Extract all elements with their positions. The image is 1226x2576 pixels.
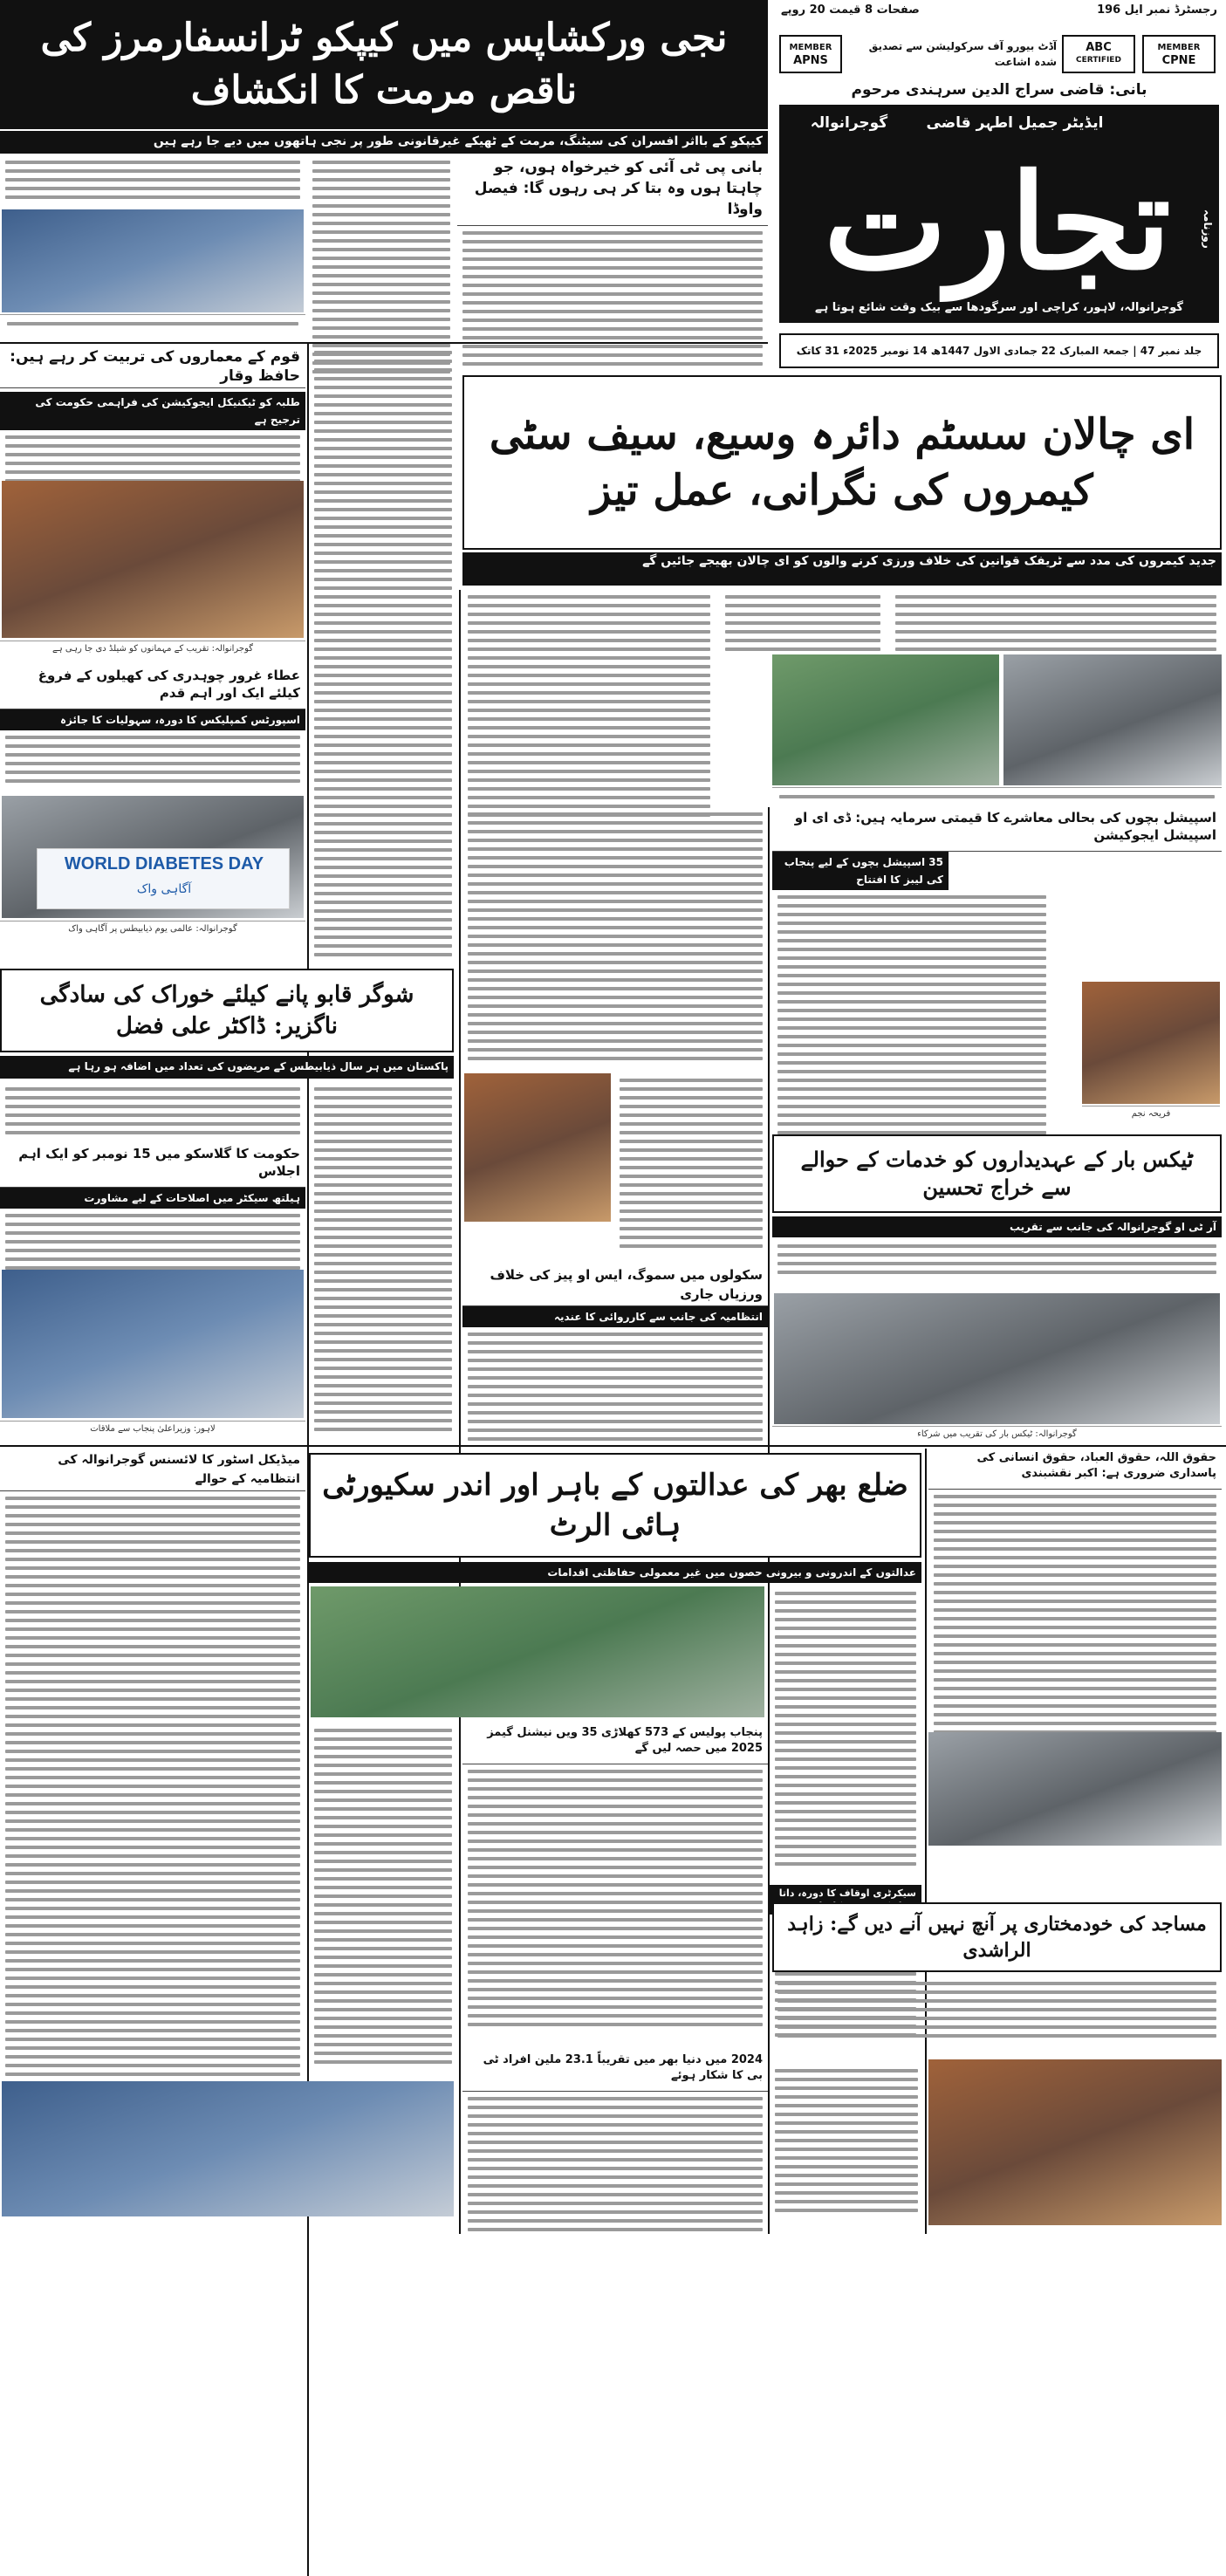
lead-photo-caption bbox=[772, 787, 1222, 803]
diabetes-text bbox=[0, 1082, 305, 1143]
divider bbox=[0, 1445, 1226, 1447]
story-subtitle: اسپورٹس کمپلیکس کا دورہ، سہولیات کا جائزہ bbox=[0, 709, 305, 730]
police-photo bbox=[311, 1586, 764, 1717]
story-text bbox=[772, 895, 1051, 1161]
diabetes-subheadline: پاکستان میں ہر سال ذیابیطس کے مریضوں کی تعداد میں اضافہ ہو رہا ہے bbox=[0, 1056, 454, 1079]
banner-subtitle: آگاہی واک bbox=[136, 882, 192, 896]
newspaper-title: تجارت bbox=[824, 146, 1171, 299]
diabetes-banner bbox=[37, 848, 290, 909]
lead-headline: ای چالان سسٹم دائرہ وسیع، سیف سٹی کیمروں کی نگرانی، عمل تیز bbox=[462, 375, 1222, 550]
portrait-caption: فریحہ نجم bbox=[1082, 1106, 1220, 1123]
center-column-stories bbox=[462, 807, 768, 1069]
conference-photo bbox=[2, 209, 304, 312]
story-special-children bbox=[772, 807, 1222, 1130]
tax-bar-caption: گوجرانوالہ: ٹیکس بار کی تقریب میں شرکاء bbox=[772, 1426, 1222, 1443]
doctor-portrait bbox=[464, 1073, 611, 1222]
caption-lines bbox=[774, 795, 1220, 798]
city-name: گوجرانوالہ bbox=[810, 114, 888, 132]
story-text bbox=[462, 1333, 768, 1441]
pti-text bbox=[457, 231, 768, 366]
center-column-stories-2 bbox=[614, 1073, 768, 1257]
story-title: میڈیکل اسٹور کا لائسنس گوجرانوالہ کی انتظامیہ کے حوالے bbox=[0, 1449, 305, 1491]
diabetes-walk-photo bbox=[2, 796, 304, 918]
officials-photo bbox=[1003, 654, 1222, 785]
story-government bbox=[0, 1143, 305, 1440]
issue-line: جلد نمبر 47 | جمعۃ المبارک 22 جمادی الاول 1447ھ 14 نومبر 2025ء 31 کاتک bbox=[779, 333, 1219, 368]
lead-text-2 bbox=[720, 590, 886, 651]
story-subtitle: طلبہ کو ٹیکنیکل ایجوکیشن کی فراہمی حکومت کی ترجیح ہے bbox=[0, 392, 305, 430]
cpne-text: CPNE bbox=[1161, 54, 1196, 67]
registration-text: رجسٹرڈ نمبر ایل 196 bbox=[1097, 3, 1217, 17]
top-middle-story bbox=[307, 155, 455, 339]
story-tb bbox=[462, 2051, 768, 2230]
walk-caption: گوجرانوالہ: عالمی یوم ذیابیطس پر آگاہی واک bbox=[0, 921, 305, 938]
award-caption: گوجرانوالہ: تقریب کے مہمانوں کو شیلڈ دی جا رہی ہے bbox=[0, 641, 305, 658]
certification-text: آڈٹ بیورو آف سرکولیشن سے تصدیق شدہ اشاعت bbox=[868, 40, 1057, 68]
abc-certified-badge bbox=[1062, 35, 1135, 73]
pti-headline: بانی پی ٹی آئی کو خیرخواہ ہوں، جو چاہتا ہوں وہ بتا کر ہی رہوں گا: فیصل واوڈا bbox=[457, 155, 768, 226]
story-text bbox=[0, 736, 305, 783]
story-police-games bbox=[462, 1723, 768, 2046]
pti-story bbox=[457, 155, 768, 339]
founder-line: بانی: قاضی سراج الدین سرہندی مرحوم bbox=[851, 81, 1147, 99]
courts-subheadline: عدالتوں کے اندرونی و بیرونی حصوں میں غیر معمولی حفاظتی اقدامات bbox=[309, 1562, 921, 1583]
story-title: سکولوں میں سموگ، ایس او پیز کی خلاف ورزیاں جاری bbox=[462, 1264, 768, 1306]
apns-text: APNS bbox=[793, 54, 828, 67]
story-subtitle: انتظامیہ کی جانب سے کارروائی کا عندیہ bbox=[462, 1306, 768, 1327]
courts-text bbox=[770, 1586, 921, 1883]
story-subtitle: ہیلتھ سیکٹر میں اصلاحات کے لیے مشاورت bbox=[0, 1188, 305, 1209]
caption-lines bbox=[2, 322, 304, 325]
tax-bar-text bbox=[772, 1239, 1222, 1291]
mosque-meeting-photo bbox=[928, 2059, 1222, 2225]
story-title: سیکرٹری اوقاف کا دورہ، داتا bbox=[770, 1885, 921, 1915]
tax-bar-photo bbox=[774, 1293, 1220, 1424]
story-text bbox=[0, 1214, 305, 1270]
abc-sub-text: CERTIFIED bbox=[1076, 56, 1121, 65]
lead-text-1 bbox=[462, 590, 716, 782]
sports-event-photo bbox=[772, 654, 999, 785]
top-subheadline: کیپکو کے بااثر افسران کی سیٹنگ، مرمت کے ٹھیکے غیرقانونی طور پر نجی ہاتھوں میں دیے جا رہے ہیں bbox=[0, 131, 768, 154]
meeting-photo bbox=[2, 1270, 304, 1418]
story-sports bbox=[0, 665, 305, 944]
conference-caption bbox=[0, 314, 305, 340]
abc-text: ABC bbox=[1086, 41, 1112, 54]
story-title: پنجاب پولیس کے 573 کھلاڑی 35 ویں نیشنل گیمز 2025 میں حصہ لیں گے bbox=[462, 1723, 768, 1764]
police-meeting-photo bbox=[2, 2081, 454, 2216]
story-title: اسپیشل بچوں کی بحالی معاشرے کا قیمتی سرمایہ ہیں: ڈی ای او اسپیشل ایجوکیشن bbox=[772, 807, 1222, 852]
price-text: صفحات 8 قیمت 20 روپے bbox=[781, 3, 920, 17]
story-title: قوم کے معماروں کی تربیت کر رہے ہیں: حافظ وقار bbox=[0, 346, 305, 388]
lower-narrow-stories bbox=[309, 1723, 457, 2072]
story-title: حکومت کا گلاسکو میں 15 نومبر کو ایک اہم اجلاس bbox=[0, 1143, 305, 1188]
tax-bar-subheadline: آر ٹی او گوجرانوالہ کی جانب سے تقریب bbox=[772, 1216, 1222, 1237]
column-divider bbox=[459, 590, 461, 2234]
story-text bbox=[0, 1497, 305, 2085]
story-text bbox=[462, 2097, 768, 2231]
story-smog bbox=[462, 1264, 768, 1442]
apns-member-text: MEMBER bbox=[789, 43, 832, 52]
story-title: حقوق اللہ، حقوق العباد، حقوق انسانی کی پاسداری ضروری ہے: اکبر نقشبندی bbox=[928, 1449, 1222, 1490]
top-left-story bbox=[0, 155, 305, 343]
award-ceremony-photo bbox=[928, 1732, 1222, 1846]
lead-text-3 bbox=[890, 590, 1222, 651]
narrow-column-stories bbox=[309, 346, 457, 965]
story-rights bbox=[928, 1449, 1222, 1728]
mosque-headline: مساجد کی خودمختاری پر آنچ نہیں آنے دیں گے: زاہد الراشدی bbox=[772, 1902, 1222, 1972]
lower-right-stories bbox=[770, 2064, 923, 2230]
courts-headline: ضلع بھر کی عدالتوں کے باہر اور اندر سکیورٹی ہائی الرٹ bbox=[309, 1453, 921, 1558]
diabetes-headline: شوگر قابو پانے کیلئے خوراک کی سادگی ناگزیر: ڈاکٹر علی فضل bbox=[0, 969, 454, 1052]
masthead-logo-box bbox=[779, 105, 1219, 323]
narrow-column-stories-2 bbox=[309, 1082, 457, 1440]
column-divider bbox=[925, 1449, 927, 2234]
story-text bbox=[462, 1770, 768, 2026]
story-teachers bbox=[0, 346, 305, 660]
editor-name: ایڈیٹر جمیل اطہر قاضی bbox=[926, 114, 1104, 132]
meeting-caption: لاہور: وزیراعلیٰ پنجاب سے ملاقات bbox=[0, 1421, 305, 1438]
daily-label: روزنامہ bbox=[1202, 209, 1214, 249]
divider bbox=[0, 342, 768, 344]
story-text bbox=[928, 1495, 1222, 1751]
editions-line: گوجرانوالہ، لاہور، کراچی اور سرگودھا سے بیک وقت شائع ہوتا ہے bbox=[815, 301, 1183, 314]
story-title: عطاء غرور چوہدری کی کھیلوں کے فروغ کیلئے ایک اور اہم قدم bbox=[0, 665, 305, 709]
top-headline: نجی ورکشاپس میں کیپکو ٹرانسفارمرز کی ناقص مرمت کا انکشاف bbox=[0, 0, 768, 129]
member-apns-badge bbox=[779, 35, 842, 73]
cpne-member-text: MEMBER bbox=[1157, 43, 1201, 52]
official-portrait bbox=[1082, 982, 1220, 1104]
award-photo bbox=[2, 481, 304, 638]
mosque-text bbox=[772, 1977, 1222, 2055]
story-text-lines bbox=[0, 161, 305, 199]
story-subtitle: 35 اسپیشل بچوں کے لیے پنجاب کی لیبز کا افتتاح bbox=[772, 852, 949, 890]
member-cpne-badge bbox=[1142, 35, 1216, 73]
tax-bar-headline: ٹیکس بار کے عہدیداروں کو خدمات کے حوالے سے خراج تحسین bbox=[772, 1134, 1222, 1213]
masthead bbox=[772, 0, 1226, 375]
lower-left-stories bbox=[0, 1449, 305, 2077]
lead-subheadline: جدید کیمروں کی مدد سے ٹریفک قوانین کی خلاف ورزی کرنے والوں کو ای چالان بھیجے جائیں گے bbox=[462, 552, 1222, 586]
story-title: 2024 میں دنیا بھر میں تقریباً 23.1 ملین افراد ٹی بی کا شکار ہوئے bbox=[462, 2051, 768, 2092]
banner-title: WORLD DIABETES DAY bbox=[64, 854, 264, 874]
